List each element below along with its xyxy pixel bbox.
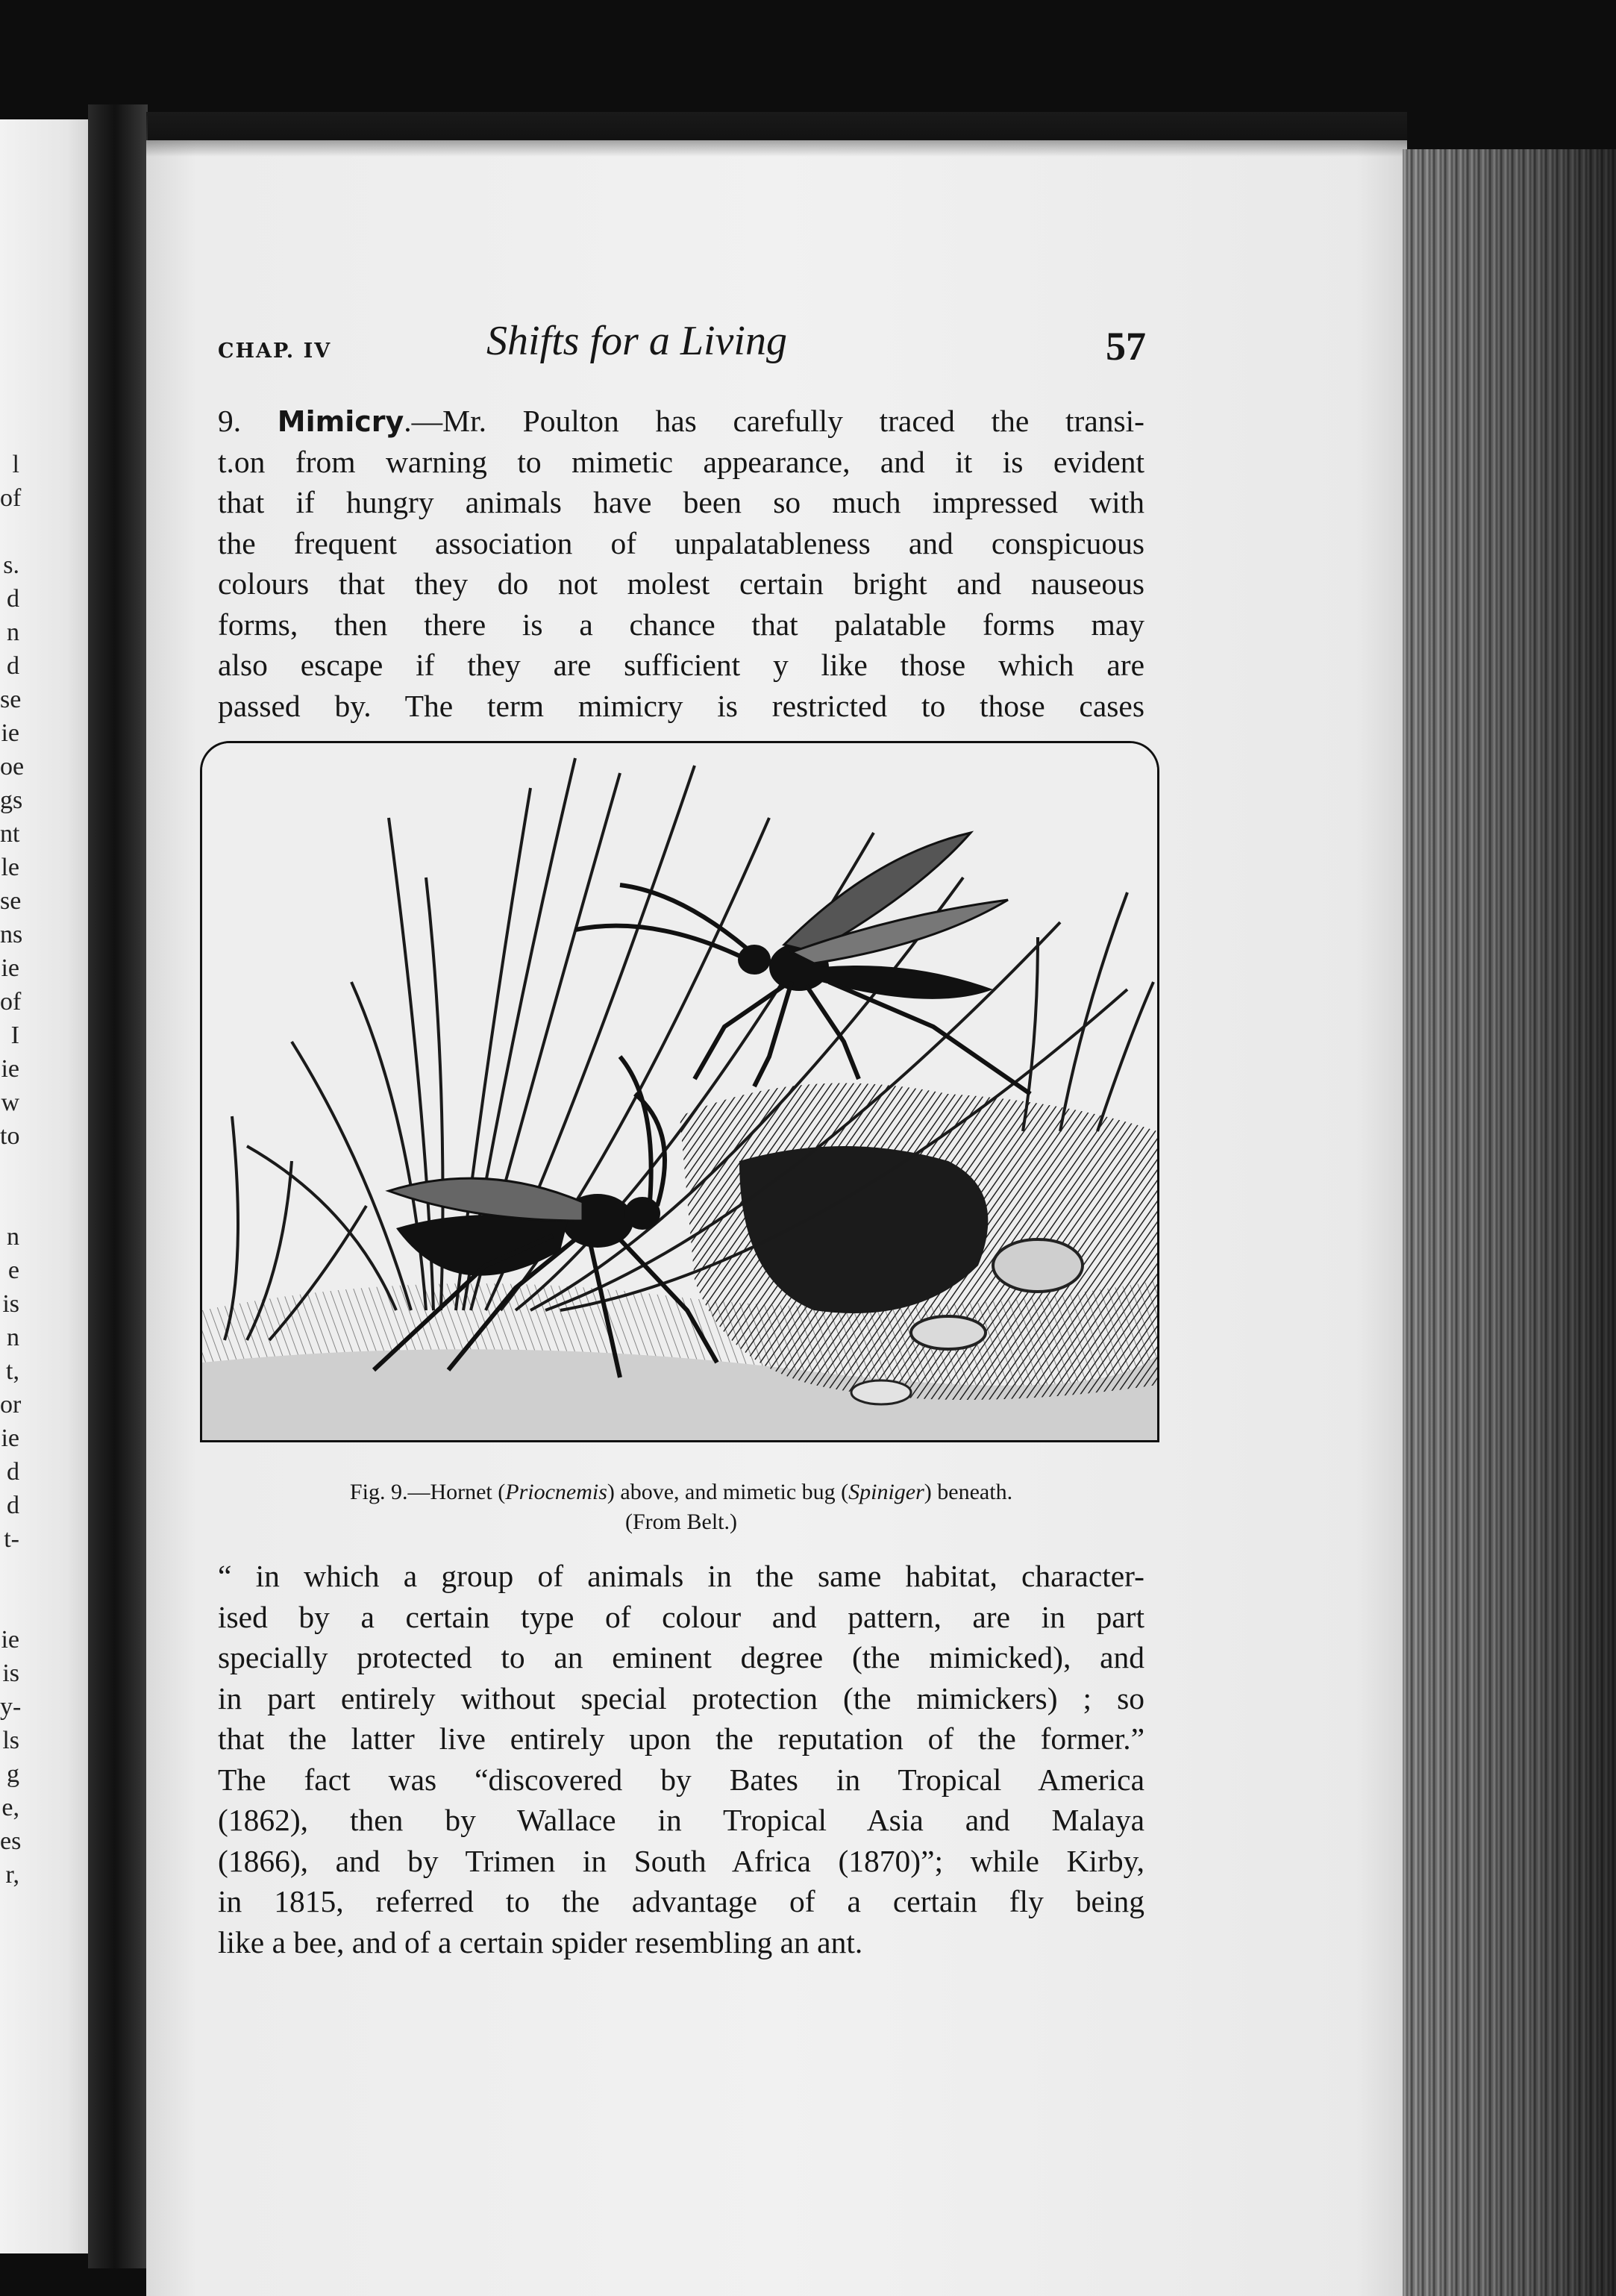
left-page-fragment: w <box>1 1089 19 1116</box>
left-page-fragment: ie <box>1 954 19 982</box>
caption-prefix: Fig. 9.—Hornet ( <box>349 1480 506 1504</box>
text-line: “ in which a group of animals in the same habitat, character- <box>218 1559 1144 1593</box>
left-page-fragment: I <box>10 1022 19 1049</box>
left-page-fragment: n <box>7 1324 19 1351</box>
text-line: also escape if they are sufficient y like those which are <box>218 648 1144 682</box>
text-line: The fact was “discovered by Bates in Tropical America <box>218 1762 1144 1797</box>
left-page-fragment <box>0 1589 19 1623</box>
caption-suffix: ) beneath. <box>924 1480 1013 1504</box>
text-line-content: .—Mr. Poulton has carefully traced the transi- <box>404 404 1144 438</box>
section-number: 9. <box>218 404 242 438</box>
left-page-fragment <box>0 515 19 548</box>
left-page-fragment: nt <box>0 820 20 848</box>
text-line: forms, then there is a chance that palatable forms may <box>218 607 1144 642</box>
left-page-fragment: d <box>7 1492 19 1519</box>
left-page-fragment: es <box>0 1827 22 1855</box>
left-page-fragment <box>0 1556 19 1589</box>
section-heading: Mimicry <box>277 405 404 438</box>
text-line: in part entirely without special protection (the mimickers) ; so <box>218 1680 1144 1715</box>
text-line: that the latter live entirely upon the reputation of the former.” <box>218 1721 1144 1756</box>
left-page-fragment: y- <box>0 1693 22 1721</box>
left-page-fragment: s. <box>3 551 19 579</box>
text-line: in 1815, referred to the advantage of a certain fly being <box>218 1884 1144 1918</box>
left-page-fragment: se <box>0 887 22 915</box>
left-page-cropped-text <box>0 448 25 1892</box>
text-line: the frequent association of unpalatableness and conspicuous <box>218 525 1144 560</box>
text-line: ised by a certain type of colour and pattern, are in part <box>218 1599 1144 1634</box>
left-page-fragment: ie <box>1 1424 19 1452</box>
figure-engraving <box>200 741 1159 1442</box>
left-page-fragment: g <box>7 1760 19 1788</box>
left-page-fragment <box>0 1153 19 1186</box>
text-line <box>218 401 1144 442</box>
running-head <box>218 317 1150 377</box>
left-page-fragment: se <box>0 686 22 713</box>
left-page-fragment: n <box>7 1223 19 1251</box>
caption-line-1 <box>350 1480 1012 1504</box>
left-page-fragment: t, <box>6 1357 19 1385</box>
caption-genus-hornet: Priocnemis <box>505 1480 607 1504</box>
caption-genus-bug: Spiniger <box>848 1480 924 1504</box>
left-page-fragment: r, <box>5 1861 19 1889</box>
text-line: that if hungry animals have been so much impressed with <box>218 485 1144 519</box>
left-page-fragment: n <box>7 619 19 646</box>
left-page-fragment <box>0 1186 19 1220</box>
left-page-fragment: is <box>2 1660 19 1687</box>
left-page-fragment: or <box>0 1391 22 1418</box>
left-page-fragment: ls <box>2 1727 19 1754</box>
text-line: passed by. The term mimicry is restricted to those cases <box>218 688 1144 723</box>
text-line: colours that they do not molest certain bright and nauseous <box>218 566 1144 601</box>
left-page-edge <box>0 119 95 2253</box>
left-page-fragment: ie <box>1 719 19 747</box>
left-page-fragment: gs <box>0 786 23 814</box>
text-line: (1866), and by Trimen in South Africa (1870)”; while Kirby, <box>218 1843 1144 1878</box>
text-line: specially protected to an eminent degree (the mimicked), and <box>218 1640 1144 1674</box>
chapter-label: CHAP. IV <box>218 340 332 363</box>
book-gutter <box>88 104 148 2268</box>
text-line: t.on from warning to mimetic appearance, and it is evident <box>218 444 1144 479</box>
left-page-fragment: ns <box>0 921 23 948</box>
page-edges-shade <box>1403 149 1616 2296</box>
left-page-fragment: l <box>12 451 19 478</box>
left-page-fragment: t- <box>4 1525 19 1553</box>
left-page-fragment: ie <box>1 1055 19 1083</box>
caption-middle: ) above, and mimetic bug ( <box>607 1480 849 1504</box>
engraving-illustration <box>202 743 1157 1440</box>
left-page-fragment: oe <box>0 753 25 781</box>
left-page-fragment: d <box>7 652 19 680</box>
left-page-fragment: is <box>2 1290 19 1318</box>
text-line: (1862), then by Wallace in Tropical Asia and Malaya <box>218 1803 1144 1837</box>
page-top-shadow <box>146 112 1407 157</box>
text-line: like a bee, and of a certain spider resembling an ant. <box>218 1924 863 1959</box>
left-page-fragment: e <box>7 1257 19 1284</box>
left-page-fragment: d <box>7 585 19 613</box>
left-page-fragment: d <box>7 1458 19 1486</box>
left-page-fragment: of <box>0 484 22 512</box>
left-page-fragment: e, <box>1 1794 19 1821</box>
left-page-fragment: of <box>0 988 22 1016</box>
left-page-fragment: le <box>1 854 19 881</box>
left-page-fragment: ie <box>1 1626 19 1654</box>
page-number: 57 <box>1106 324 1146 369</box>
running-title: Shifts for a Living <box>486 318 787 364</box>
figure-caption <box>218 1477 1144 1537</box>
caption-source: (From Belt.) <box>625 1510 737 1534</box>
left-page-fragment: to <box>0 1122 20 1150</box>
paragraph-mimicry-continued <box>218 1556 1144 1962</box>
paragraph-mimicry <box>218 401 1144 726</box>
